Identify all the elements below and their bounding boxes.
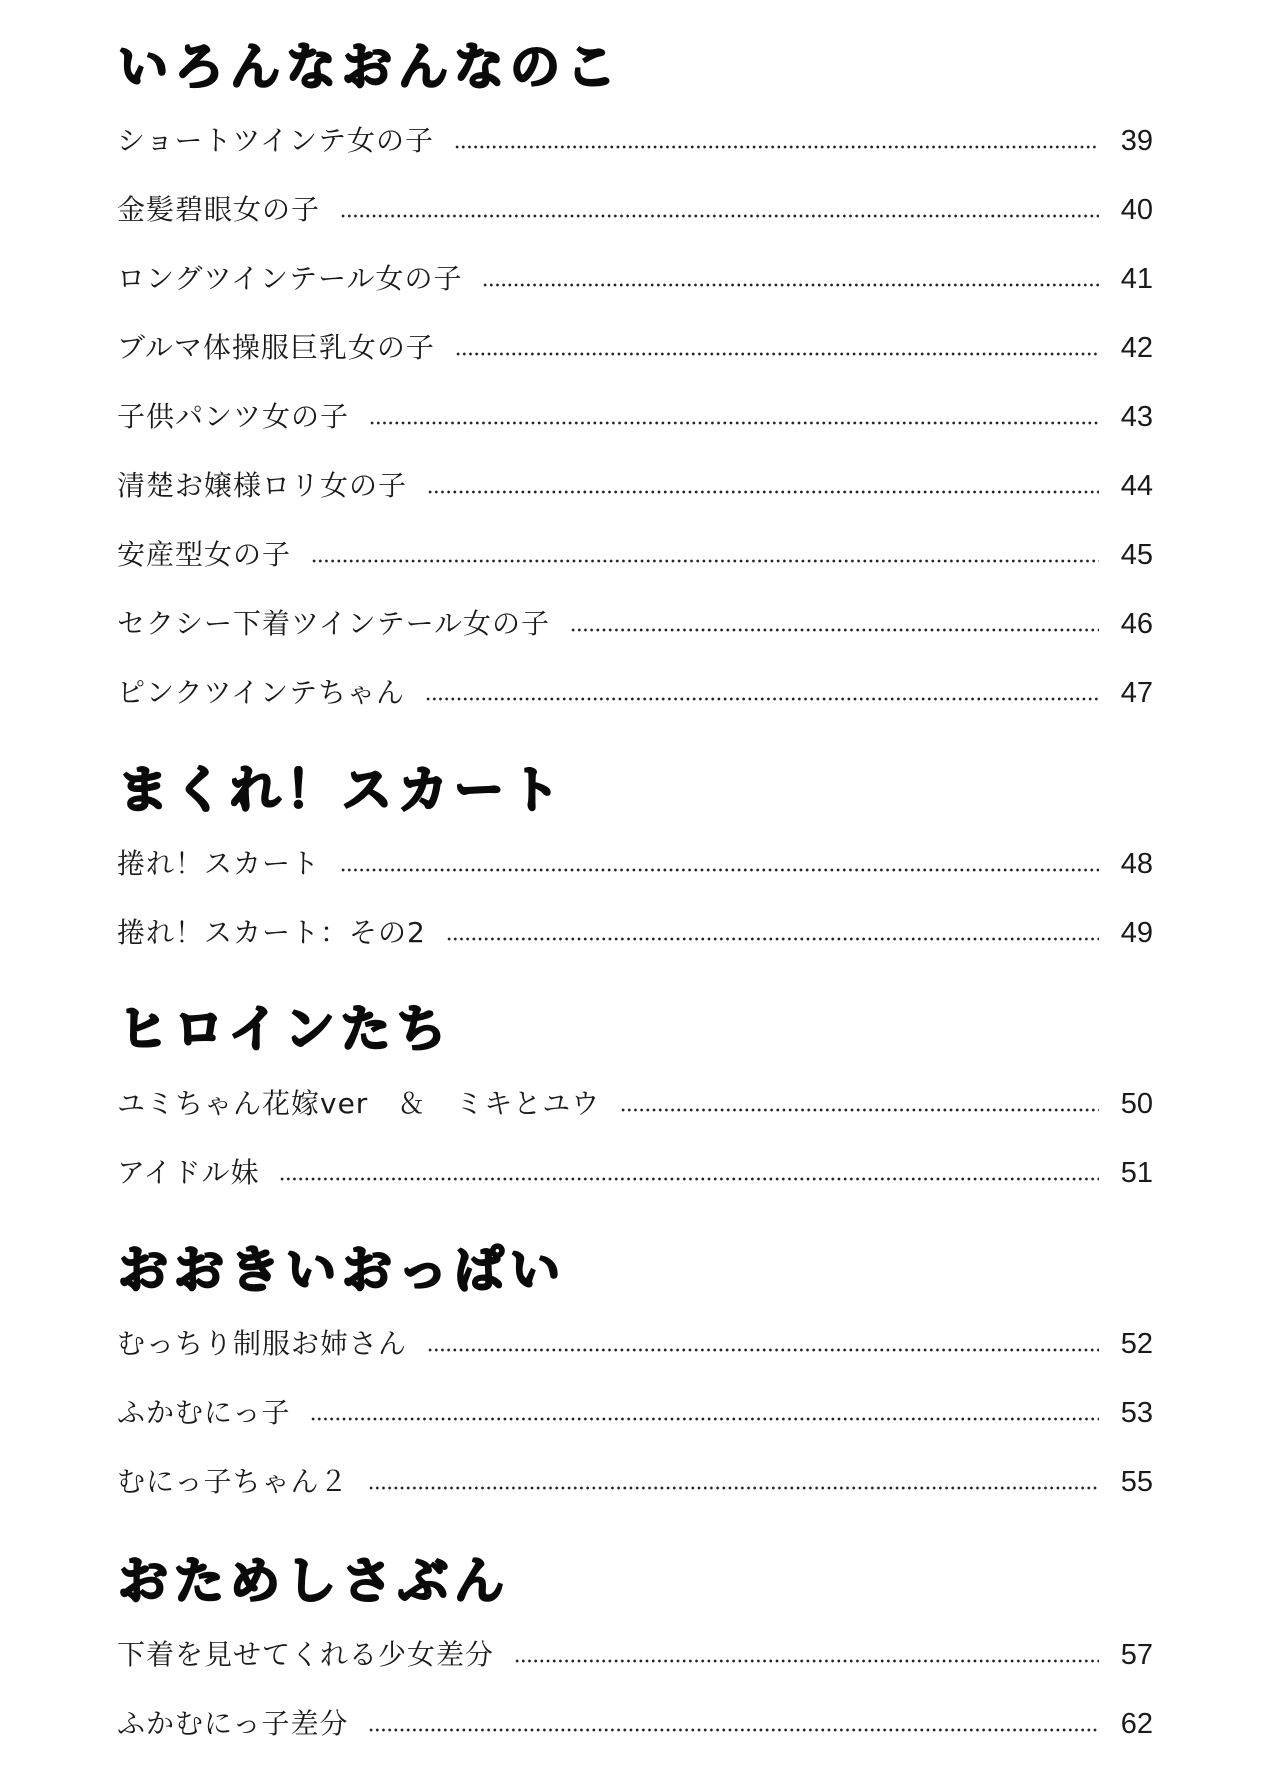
dot-leader <box>368 1486 1099 1490</box>
dot-leader <box>340 868 1099 872</box>
toc-entry-title: 捲れ！スカート：その2 <box>117 916 426 949</box>
dot-leader <box>427 1348 1099 1352</box>
toc-entry-page: 50 <box>1120 1087 1153 1120</box>
toc-entry-title: アイドル妹 <box>117 1156 260 1189</box>
toc-entry-page: 53 <box>1120 1396 1153 1429</box>
toc-entry-title: ブルマ体操服巨乳女の子 <box>117 331 435 364</box>
section-title: おおきいおっぱい <box>118 1241 566 1299</box>
toc-entry-title: むっちり制服お姉さん <box>117 1327 408 1360</box>
dot-leader <box>340 214 1099 218</box>
toc-entry-page: 51 <box>1120 1156 1153 1189</box>
toc-entry-title: セクシー下着ツインテール女の子 <box>117 607 551 640</box>
toc-entry[interactable] <box>117 121 1153 161</box>
toc-entry-title: ふかむにっ子差分 <box>117 1707 349 1740</box>
toc-entry[interactable] <box>117 1324 1153 1364</box>
toc-entry-title: 安産型女の子 <box>117 538 292 571</box>
dot-leader <box>369 421 1099 425</box>
dot-leader <box>570 628 1099 632</box>
toc-entry-page: 52 <box>1120 1327 1153 1360</box>
dot-leader <box>482 283 1099 287</box>
dot-leader <box>368 1728 1099 1732</box>
toc-entry[interactable] <box>117 259 1153 299</box>
toc-entry[interactable] <box>117 1704 1153 1744</box>
dot-leader <box>446 937 1099 941</box>
toc-entry-title: ピンクツインテちゃん <box>117 676 406 709</box>
toc-entry-page: 41 <box>1120 262 1153 295</box>
toc-entry[interactable] <box>117 1393 1153 1433</box>
toc-entry[interactable] <box>117 1153 1153 1193</box>
toc-entry-page: 46 <box>1120 607 1153 640</box>
toc-entry-title: 捲れ！スカート <box>117 847 321 880</box>
toc-entry[interactable] <box>117 844 1153 884</box>
toc-entry[interactable] <box>117 328 1153 368</box>
toc-entry-title: 下着を見せてくれる少女差分 <box>117 1638 495 1671</box>
toc-entry[interactable] <box>117 913 1153 953</box>
toc-entry-page: 55 <box>1120 1465 1153 1498</box>
toc-entry[interactable] <box>117 466 1153 506</box>
toc-entry-title: ふかむにっ子 <box>117 1396 291 1429</box>
toc-entry[interactable] <box>117 190 1153 230</box>
dot-leader <box>427 490 1099 494</box>
dot-leader <box>620 1108 1099 1112</box>
toc-entry-page: 57 <box>1120 1638 1153 1671</box>
section-title: おためしさぶん <box>118 1552 510 1610</box>
dot-leader <box>455 352 1099 356</box>
toc-entry-page: 44 <box>1120 469 1153 502</box>
toc-entry-title: 金髪碧眼女の子 <box>117 193 321 226</box>
toc-entry[interactable] <box>117 535 1153 575</box>
toc-entry-title: むにっ子ちゃん２ <box>117 1465 349 1498</box>
dot-leader <box>425 697 1099 701</box>
dot-leader <box>279 1177 1099 1181</box>
toc-entry-title: 清楚お嬢様ロリ女の子 <box>117 469 408 502</box>
toc-entry-page: 48 <box>1120 847 1153 880</box>
section-title: ヒロインたち <box>118 1000 453 1058</box>
toc-entry[interactable] <box>117 604 1153 644</box>
toc-entry[interactable] <box>117 1084 1153 1124</box>
toc-entry-title: ショートツインテ女の子 <box>117 124 435 157</box>
toc-entry-page: 62 <box>1120 1707 1153 1740</box>
dot-leader <box>514 1659 1099 1663</box>
toc-entry-page: 42 <box>1120 331 1153 364</box>
dot-leader <box>311 559 1099 563</box>
toc-entry-title: ユミちゃん花嫁ver ＆ ミキとユウ <box>117 1087 601 1120</box>
toc-entry[interactable] <box>117 1462 1153 1502</box>
toc-entry-page: 43 <box>1120 400 1153 433</box>
toc-entry[interactable] <box>117 673 1153 713</box>
toc-entry[interactable] <box>117 1635 1153 1675</box>
toc-entry-page: 47 <box>1120 676 1153 709</box>
toc-entry-page: 40 <box>1120 193 1153 226</box>
section-title: まくれ！スカート <box>118 761 566 819</box>
dot-leader <box>310 1417 1099 1421</box>
section-title: いろんなおんなのこ <box>118 38 622 96</box>
dot-leader <box>454 145 1099 149</box>
toc-entry-title: 子供パンツ女の子 <box>117 400 350 433</box>
toc-entry-page: 49 <box>1120 916 1153 949</box>
toc-entry-title: ロングツインテール女の子 <box>117 262 463 295</box>
toc-entry-page: 39 <box>1120 124 1153 157</box>
toc-entry[interactable] <box>117 397 1153 437</box>
toc-entry-page: 45 <box>1120 538 1153 571</box>
